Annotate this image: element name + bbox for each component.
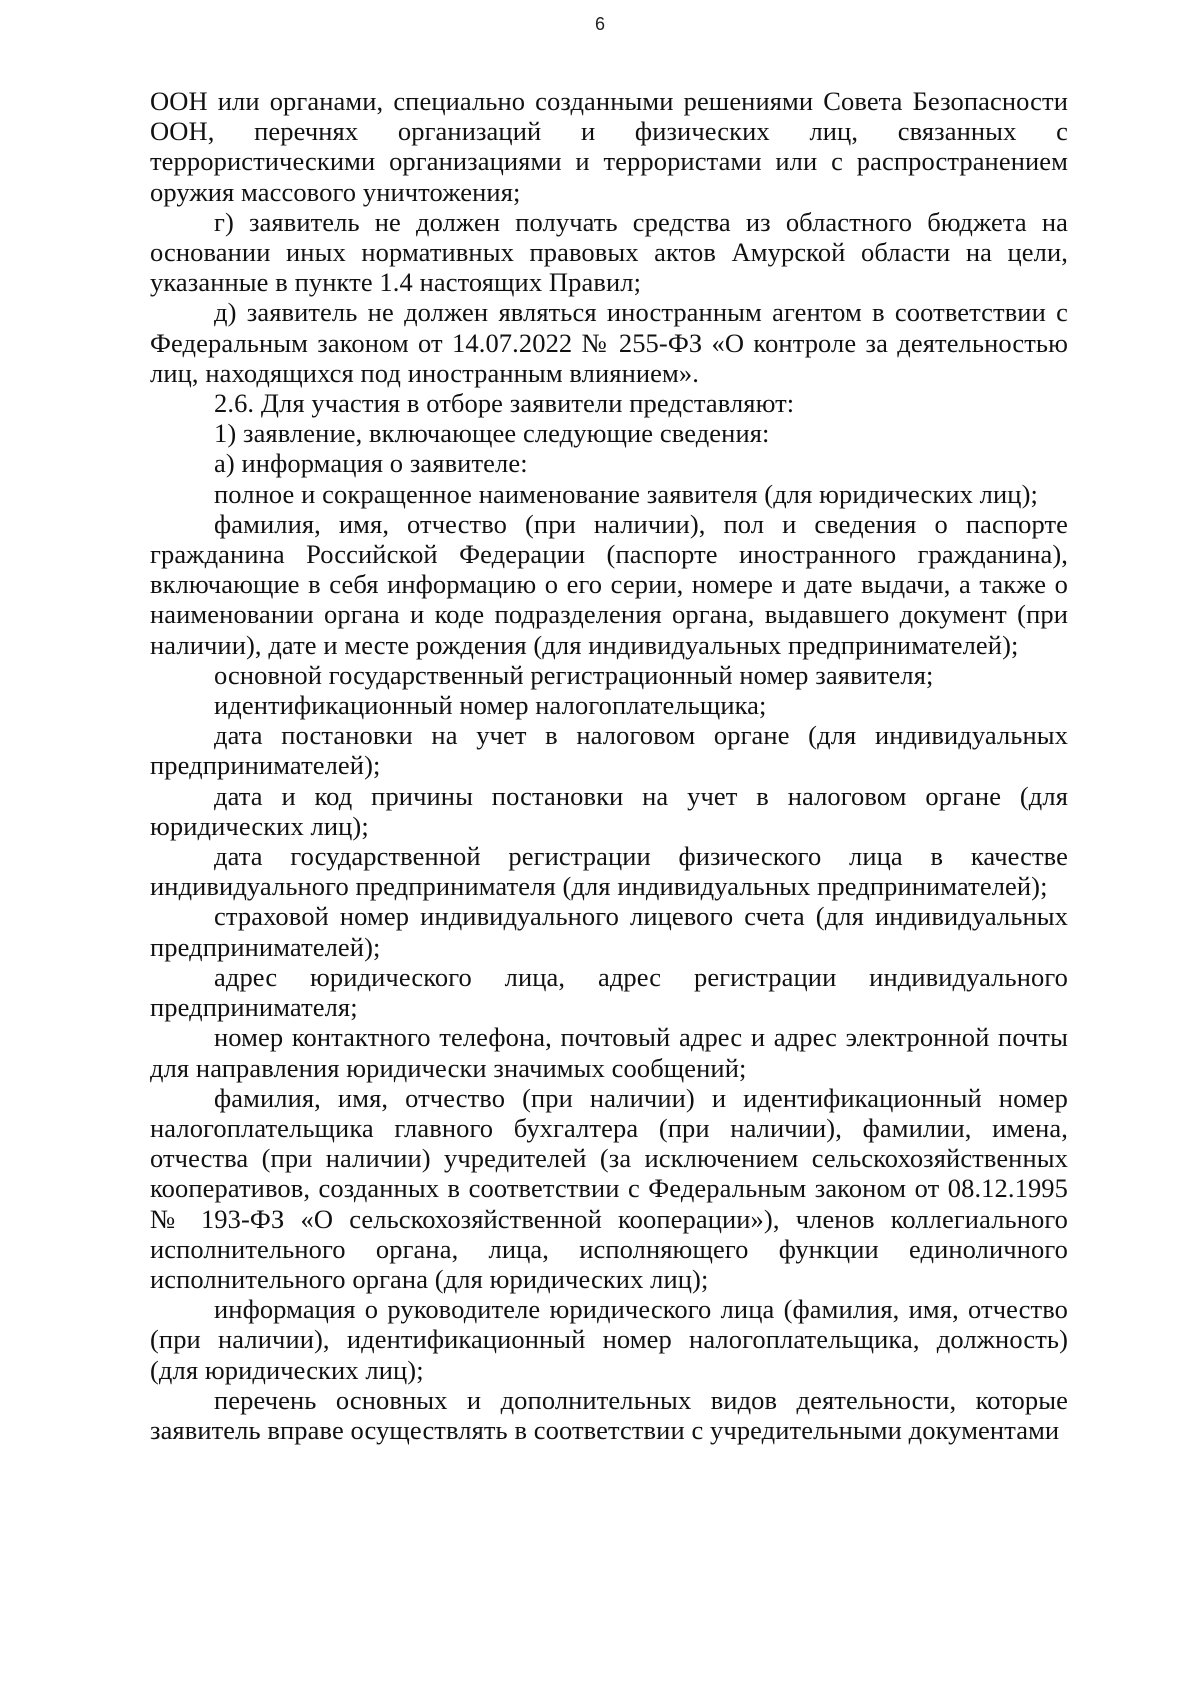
paragraph: ООН или органами, специально созданными решениями Совета Безопасности ООН, перечнях организаций и физических лиц, связанных с террористическими организациями и террористами или с распространением оружия массового уничтожения; [150, 86, 1068, 207]
paragraph: дата государственной регистрации физического лица в качестве индивидуального предпринимателя (для индивидуальных предпринимателей); [150, 841, 1068, 902]
paragraph: дата и код причины постановки на учет в налоговом органе (для юридических лиц); [150, 780, 1068, 841]
paragraph: 2.6. Для участия в отборе заявители представляют: [214, 388, 795, 419]
paragraph: информация о руководителе юридического лица (фамилия, имя, отчество (при наличии), идентификационный номер налогоплательщика, должность) (для юридических лиц); [150, 1294, 1068, 1385]
page-number: 6 [594, 14, 605, 34]
paragraph: адрес юридического лица, адрес регистрации индивидуального предпринимателя; [150, 961, 1068, 1023]
paragraph: фамилия, имя, отчество (при наличии), пол и сведения о паспорте гражданина Российской Федерации (паспорте иностранного гражданина), включающие в себя информацию о его серии, номере и дате выдачи, а также о наименовании органа и коде подразделения органа, выдавшего документ (при наличии), дате и месте рождения (для индивидуальных предпринимателей); [150, 508, 1068, 660]
paragraph: полное и сокращенное наименование заявителя (для юридических лиц); [214, 478, 1038, 509]
paragraph: идентификационный номер налогоплательщика; [214, 690, 767, 721]
paragraph: 1) заявление, включающее следующие сведения: [214, 418, 770, 449]
paragraph: а) информация о заявителе: [214, 448, 528, 479]
paragraph: страховой номер индивидуального лицевого счета (для индивидуальных предпринимателей); [150, 901, 1068, 962]
paragraph: основной государственный регистрационный номер заявителя; [214, 659, 934, 690]
paragraph: перечень основных и дополнительных видов деятельности, которые заявитель вправе осуществлять в соответствии с учредительными документами [150, 1384, 1068, 1445]
document-body [150, 86, 1068, 1445]
paragraph: д) заявитель не должен являться иностранным агентом в соответствии с Федеральным законом от 14.07.2022 № 255-ФЗ «О контроле за деятельностью лиц, находящихся под иностранным влиянием». [150, 297, 1068, 388]
paragraph: номер контактного телефона, почтовый адрес и адрес электронной почты для направления юридически значимых сообщений; [150, 1022, 1068, 1083]
paragraph: г) заявитель не должен получать средства из областного бюджета на основании иных нормативных правовых актов Амурской области на цели, указанные в пункте 1.4 настоящих Правил; [150, 206, 1068, 298]
paragraph: фамилия, имя, отчество (при наличии) и идентификационный номер налогоплательщика главного бухгалтера (при наличии), фамилии, имена, отчества (при наличии) учредителей (за исключением сельскохозяйственных кооперативов, созданных в соответствии с Федеральным законом от 08.12.1995 № 193-ФЗ «О сельскохозяйственной кооперации»), членов коллегиального исполнительного органа, лица, исполняющего функции единоличного исполнительного органа (для юридических лиц); [150, 1082, 1068, 1294]
paragraph: дата постановки на учет в налоговом органе (для индивидуальных предпринимателей); [150, 720, 1068, 781]
